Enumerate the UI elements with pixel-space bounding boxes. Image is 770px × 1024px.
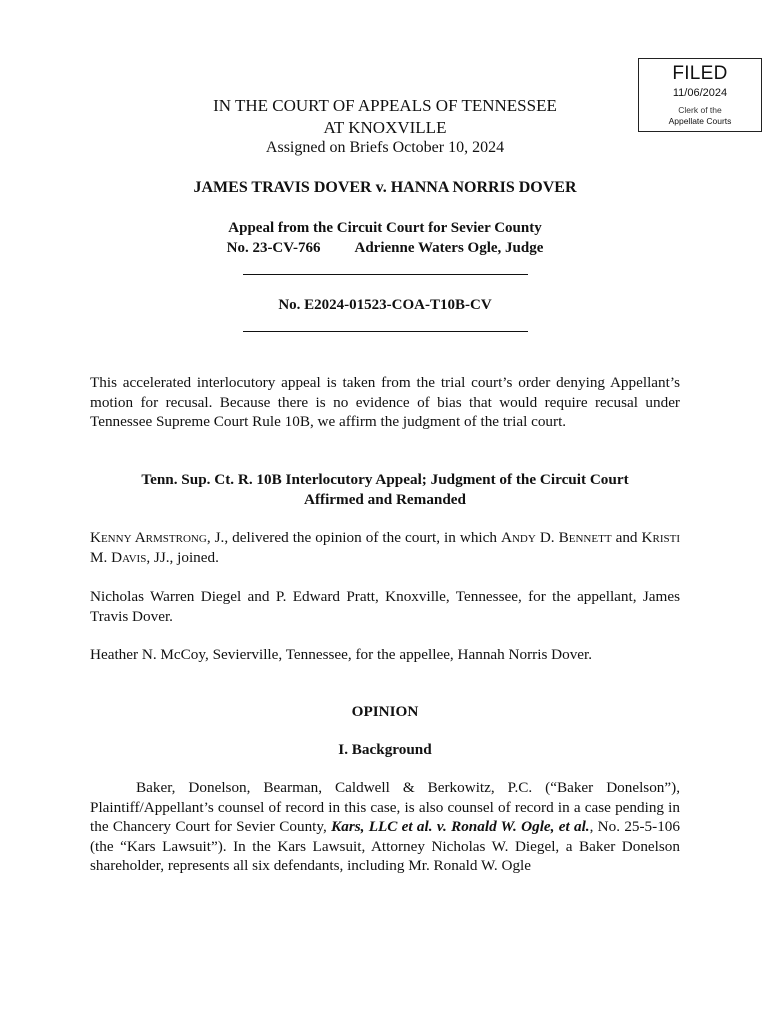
- counsel-appellant: Nicholas Warren Diegel and P. Edward Pratt, Knoxville, Tennessee, for the appellant, James Travis Dover.: [90, 588, 680, 625]
- counsel-appellee: Heather N. McCoy, Sevierville, Tennessee, for the appellee, Hannah Norris Dover.: [90, 646, 593, 663]
- stamp-filed-label: FILED: [672, 63, 728, 84]
- case-title: JAMES TRAVIS DOVER v. HANNA NORRIS DOVER: [193, 179, 577, 196]
- appeal-info: [90, 218, 680, 258]
- trial-judge: Adrienne Waters Ogle, Judge: [354, 240, 544, 256]
- stamp-date: 11/06/2024: [672, 87, 728, 99]
- holding-line-2: Affirmed and Remanded: [304, 490, 466, 508]
- section-heading: I. Background: [338, 741, 432, 758]
- divider-bottom: [243, 331, 528, 332]
- holding-line-1: Tenn. Sup. Ct. R. 10B Interlocutory Appeal; Judgment of the Circuit Court: [141, 471, 629, 488]
- assigned-date: Assigned on Briefs October 10, 2024: [265, 139, 505, 156]
- divider-top: [243, 274, 528, 275]
- body-text-2: , No. 25-5-106 (the “Kars Lawsuit”). In the Kars Lawsuit, Attorney Nicholas W. Diegel, a Baker Donelson shareholder, represents all six defendants, including Mr. Ronald W. Ogle: [90, 818, 680, 874]
- joining-judge-1: Andy D. Bennett: [501, 529, 612, 546]
- stamp-clerk-line: Clerk of the: [678, 105, 722, 115]
- docket-number: No. E2024-01523-COA-T10B-CV: [278, 297, 492, 313]
- opinion-heading: OPINION: [351, 703, 419, 720]
- stamp-courts-line: Appellate Courts: [668, 116, 732, 126]
- summary-paragraph: This accelerated interlocutory appeal is taken from the trial court’s order denying Appellant’s motion for recusal. Because there is no evidence of bias that would require recusal under Tennessee Supreme Court Rule 10B, we affirm the judgment of the trial court.: [90, 374, 680, 430]
- body-paragraph: [90, 778, 680, 876]
- court-line-1: IN THE COURT OF APPEALS OF TENNESSEE: [213, 96, 557, 115]
- trial-case-number: No. 23-CV-766: [226, 240, 321, 256]
- author-judge: Kenny Armstrong: [90, 529, 207, 546]
- joining-judge-2: Kristi M. Davis: [90, 529, 681, 566]
- holding: [90, 470, 680, 509]
- appeal-from-line: Appeal from the Circuit Court for Sevier County: [228, 220, 542, 236]
- authorship-text-1: , J., delivered the opinion of the court, in which: [206, 529, 502, 546]
- cited-case-name: Kars, LLC et al. v. Ronald W. Ogle, et al.: [331, 818, 590, 835]
- case-judge-line: [90, 238, 680, 258]
- authorship-text-2: and: [611, 529, 642, 546]
- body-text-1: Baker, Donelson, Bearman, Caldwell & Berkowitz, P.C. (“Baker Donelson”), Plaintiff/Appellant’s counsel of record in this case, is also counsel of record in a case pending in the Chancery Court for Sevier County,: [90, 779, 680, 835]
- authorship-text-3: , JJ., joined.: [146, 548, 219, 566]
- court-name: [90, 95, 680, 139]
- opinion-authorship: [90, 528, 680, 567]
- court-line-2: AT KNOXVILLE: [323, 118, 447, 137]
